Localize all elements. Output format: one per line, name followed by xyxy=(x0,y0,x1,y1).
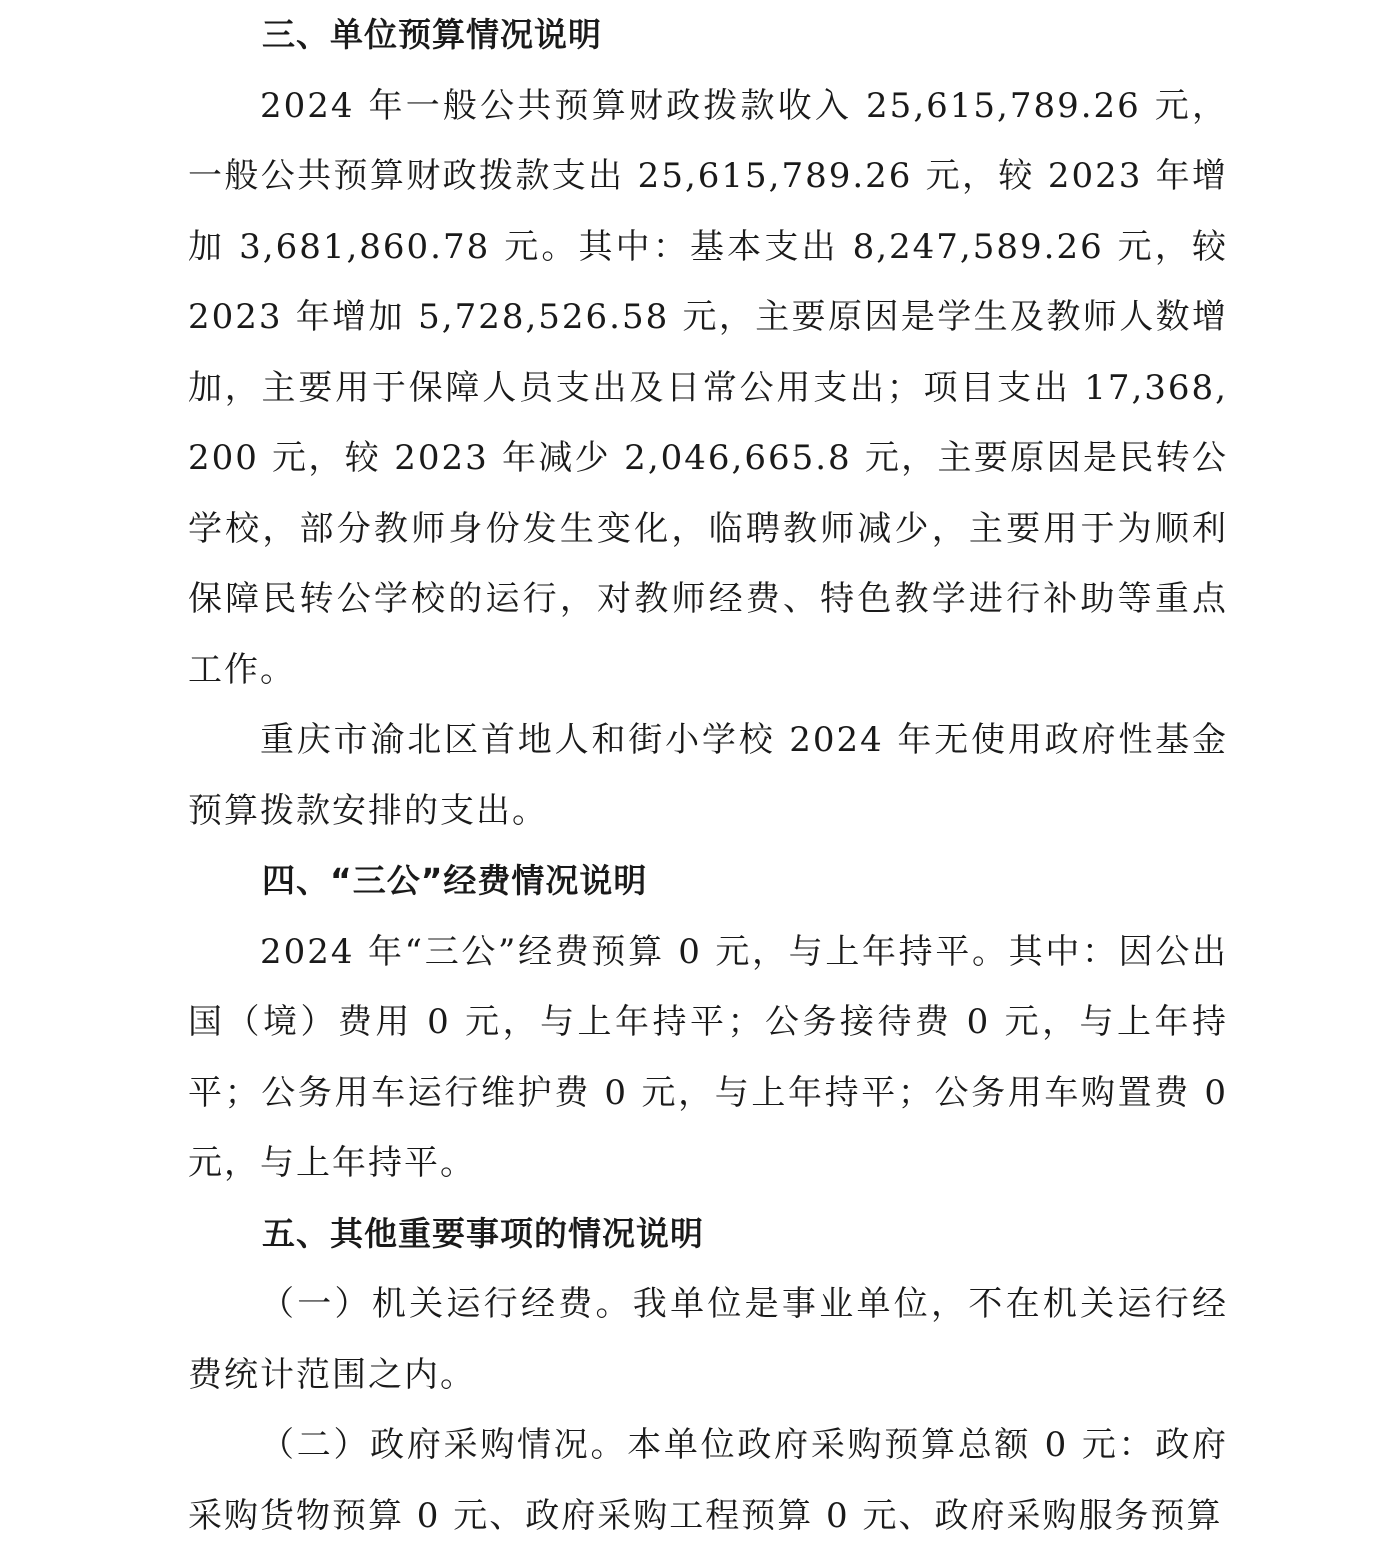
section-3-heading: 三、单位预算情况说明 xyxy=(262,15,602,54)
section-3-paragraph-2: 重庆市渝北区首地人和街小学校 2024 年无使用政府性基金预算拨款安排的支出。 xyxy=(188,720,1228,831)
section-3-paragraph-1: 2024 年一般公共预算财政拨款收入 25,615,789.26 元，一般公共预算财政拨款支出 25,615,789.26 元，较 2023 年增加 3,681,860.78 元。其中：基本支出 8,247,589.26 元，较 2023 年增加 5,728,526.58 元，主要原因是学生及教师人数增加，主要用于保障人员支出及日常公用支出；项目支出 17,368,200 元，较 2023 年减少 2,046,665.8 元，主要原因是民转公学校，部分教师身份发生变化，临聘教师减少，主要用于为顺利保障民转公学校的运行，对教师经费、特色教学进行补助等重点工作。 xyxy=(188,85,1228,690)
section-4-paragraph-1: 2024 年“三公”经费预算 0 元，与上年持平。其中：因公出国（境）费用 0 元，与上年持平；公务接待费 0 元，与上年持平；公务用车运行维护费 0 元，与上年持平；公务用车购置费 0 元，与上年持平。 xyxy=(188,931,1228,1183)
section-5-heading: 五、其他重要事项的情况说明 xyxy=(262,1213,704,1253)
section-4-heading: 四、“三公”经费情况说明 xyxy=(262,861,648,900)
document-page xyxy=(188,0,1228,1551)
section-5-paragraph-1: （一）机关运行经费。我单位是事业单位，不在机关运行经费统计范围之内。 xyxy=(188,1284,1228,1395)
section-5-paragraph-2: （二）政府采购情况。本单位政府采购预算总额 0 元：政府采购货物预算 0 元、政府采购工程预算 0 元、政府采购服务预算 xyxy=(188,1425,1228,1536)
